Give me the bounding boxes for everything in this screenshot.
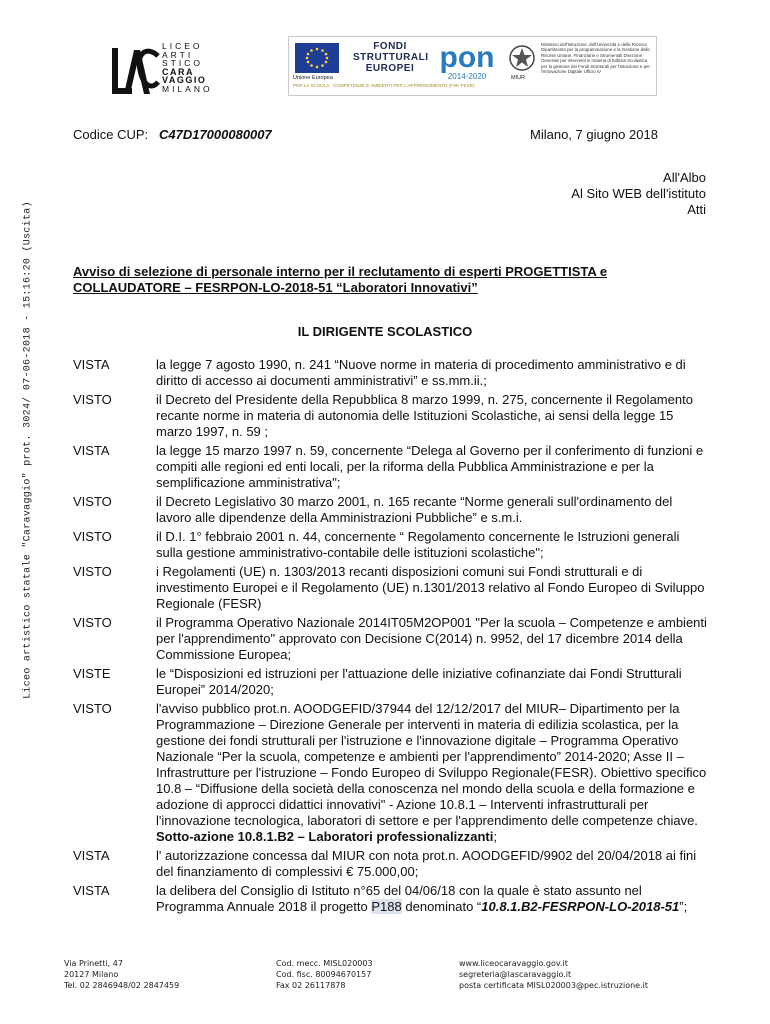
footer-email[interactable]: segreteria@lascaravaggio.it [459,970,572,979]
subject-line-1: Avviso di selezione di personale interno per il reclutamento di esperti PROGETTISTA e [73,264,608,279]
footer-pec[interactable]: posta certificata MISL020003@pec.istruzione.it [459,981,648,990]
logo-line-4: CARA [162,66,194,77]
footer-fiscal-code: Cod. fisc. 80094670157 [276,970,372,979]
premise-item [73,615,709,663]
funds-title: FONDI STRUTTURALI EUROPEI [353,41,429,74]
premise-text: l' autorizzazione concessa dal MIUR con nota prot.n. AOODGEFID/9902 del 20/04/2018 ai fini del finanziamento di complessivi € 75.000,00; [156,848,697,879]
premise-text: il Decreto Legislativo 30 marzo 2001, n. 165 recante “Norme generali sull'ordinamento del lavoro alle dipendenze della Amministrazioni Pubbliche” e s.m.i. [156,494,673,525]
premise-label: VISTO [73,615,112,630]
eu-caption: Unione Europea [293,75,333,81]
ministry-text: Ministero dell'Istruzione, dell'Università e della Ricerca Dipartimento per la programmazione e la Gestione delle Risorse Umane, Finanziarie e Strumentali Direzione Generale per interventi in materia di Edilizia Scolastica per la gestione dei Fondi Strutturali per l'Istruzione e per l'Innovazione Digitale Ufficio IV [541,42,650,75]
pon-banner [288,36,657,96]
premise-text-mid: denominato “ [405,899,482,914]
premises-list [73,357,709,915]
logo-line-2: ARTI [162,49,194,60]
premise-text: i Regolamenti (UE) n. 1303/2013 recanti disposizioni comuni sui Fondi strutturali e di investimento Europei e il Regolamento (UE) n.1301/2013 relativo al Fondo Europeo di Sviluppo Regionale (FESR) [156,564,705,611]
protocol-stamp [18,0,38,1024]
premise-item [73,666,709,698]
logo-line-5: VAGGIO [162,75,207,86]
recipients [571,170,706,218]
premise-label: VISTO [73,529,112,544]
footer-codes [276,958,373,991]
footer-address [64,958,179,991]
premise-text [156,701,709,845]
logo-line-3: STICO [162,58,203,69]
premise-item [73,529,709,561]
premise-label: VISTA [73,357,110,372]
footer-city: 20127 Milano [64,970,119,979]
recipient-albo: All'Albo [663,170,706,185]
footer-street: Via Prinetti, 47 [64,959,123,968]
pon-logo [429,39,505,83]
footer-phone: Tel. 02 2846948/02 2847459 [64,981,180,990]
recipient-web: Al Sito WEB dell'istituto [571,186,706,201]
premise-item [73,564,709,612]
logo-line-1: LICEO [162,41,203,51]
school-logo [110,41,213,96]
premise-label: VISTO [73,392,112,407]
logo-wordmark [162,42,213,94]
premise-item [73,494,709,526]
footer-fax: Fax 02 26117878 [276,981,346,990]
premise-label: VISTA [73,848,110,863]
logo-line-6: MILANO [162,83,213,94]
premise-item [73,392,709,440]
premise-item [73,701,709,845]
premise-item [73,357,709,389]
subject-line-2: COLLAUDATORE – FESRPON-LO-2018-51 “Laboratori Innovativi” [73,280,478,295]
premise-text [156,883,709,915]
banner-tagline: PER LA SCUOLA - COMPETENZE E AMBIENTI PER L'APPRENDIMENTO (FSE-FESR) [293,83,475,88]
footer-contacts [459,958,648,991]
premise-text-main: la delibera del Consiglio di Istituto n°65 del 04/06/18 con la quale è stato assunto nel Programma Annuale 2018 il progetto [156,883,642,914]
premise-item [73,848,709,880]
miur-caption: MIUR [511,75,526,81]
pon-logo-word: pon [439,41,495,74]
premise-text: la legge 15 marzo 1997 n. 59, concernente “Delega al Governo per il conferimento di funzioni e compiti alle regioni ed enti locali, per la riforma della Pubblica Amministrazione e per la semplificazione amministrativa"; [156,443,704,490]
project-name: 10.8.1.B2-FESRPON-LO-2018-51 [481,899,680,914]
premise-label: VISTE [73,666,111,681]
cup-value: C47D17000080007 [158,127,272,142]
lac-logo-mark [110,42,160,96]
eu-flag-icon [295,43,339,73]
subject [73,264,693,296]
premise-label: VISTO [73,564,112,579]
cup-code [73,127,272,143]
premise-text: la legge 7 agosto 1990, n. 241 “Nuove norme in materia di procedimento amministrativo e di diritto di accesso ai documenti amministrativi” e ss.mm.ii.; [156,357,686,388]
premise-item [73,443,709,491]
recipient-atti: Atti [687,202,706,217]
premise-text-tail: ; [493,829,497,844]
premise-text: il Decreto del Presidente della Repubblica 8 marzo 1999, n. 275, concernente il Regolamento recante norme in materia di autonomia delle Istituzioni Scolastiche, ai sensi della legge 15 marzo 1997, n. 59 ; [156,392,693,439]
protocol-stamp-text: Liceo artistico statale "Caravaggio" prot. 3024/ 07-06-2018 - 15:16:20 (Uscita) [22,201,34,699]
footer-website[interactable]: www.liceocaravaggio.gov.it [459,959,568,968]
premise-label: VISTA [73,883,110,898]
footer-mecc-code: Cod. mecc. MISL020003 [276,959,373,968]
pon-logo-years: 2014-2020 [447,72,487,81]
premise-label: VISTO [73,701,112,716]
premise-item [73,883,709,915]
premise-text-bold: Sotto-azione 10.8.1.B2 – Laboratori professionalizzanti [156,829,494,844]
premise-text-main: l'avviso pubblico prot.n. AOODGEFID/37944 del 12/12/2017 del MIUR– Dipartimento per la Programmazione – Direzione Generale per interventi in materia di edilizia scolastica, per la gestione dei fondi strutturali per l'istruzione e l'innovazione digitale – Programma Operativo Nazionale “Per la scuola, competenze e ambienti per l'apprendimento” 2014-2020; Asse II – Infrastrutture per l'istruzione – Fondo Europeo di Sviluppo Regionale(FESR). Obiettivo specifico 10.8 – “Diffusione della società della conoscenza nel mondo della scuola e della formazione e adozione di approcci didattici innovativi" - Azione 10.8.1 – Interventi infrastrutturali per l'innovazione tecnologica, laboratori di settore e per l'apprendimento delle competenze chiave. [156,701,707,828]
section-heading: IL DIRIGENTE SCOLASTICO [297,324,473,339]
premise-text: il D.I. 1° febbraio 2001 n. 44, concernente “ Regolamento concernente le Istruzioni generali sulla gestione amministrativo-contabile delle istituzioni scolastiche"; [156,529,680,560]
premise-label: VISTO [73,494,112,509]
document-date: Milano, 7 giugno 2018 [530,127,658,142]
premise-text: le “Disposizioni ed istruzioni per l'attuazione delle iniziative cofinanziate dai Fondi Strutturali Europei” 2014/2020; [156,666,682,697]
italian-emblem-icon [507,43,537,73]
premise-text: il Programma Operativo Nazionale 2014IT05M2OP001 "Per la scuola – Competenze e ambienti per l'apprendimento" approvato con Decisione C(2014) n. 9952, del 17 dicembre 2014 della Commissione Europea; [156,615,707,662]
premise-label: VISTA [73,443,110,458]
cup-label: Codice CUP: [73,127,149,142]
premise-text-tail: ”; [679,899,688,914]
project-code: P188 [371,899,402,914]
